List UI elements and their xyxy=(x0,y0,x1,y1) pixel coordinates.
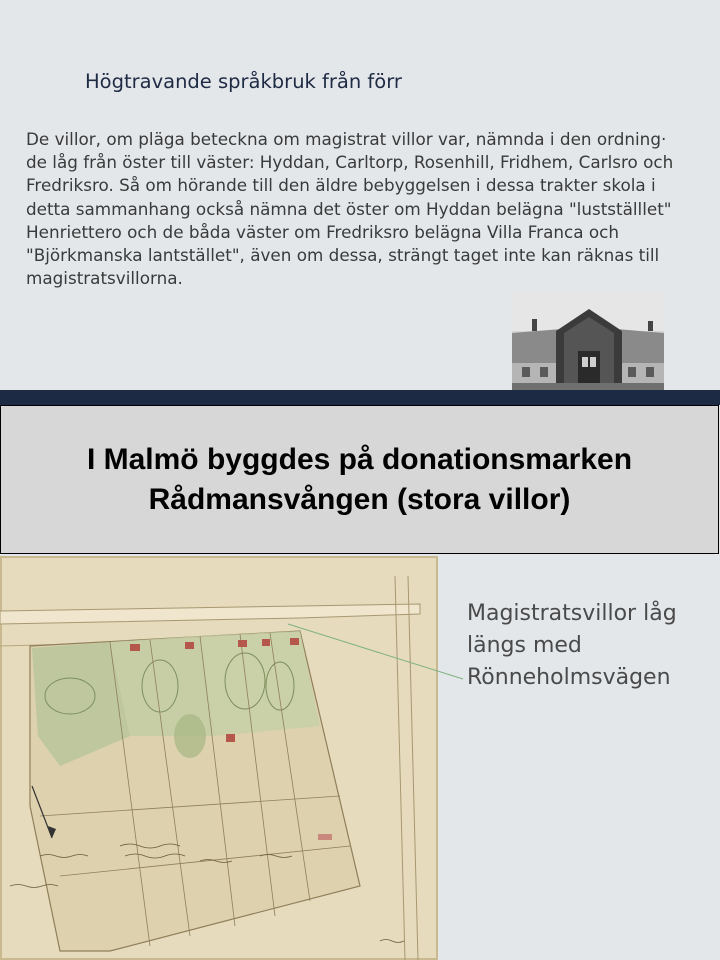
body-line: Henriettero och de båda väster om Fredriksro belägna Villa Franca och xyxy=(26,221,619,242)
body-line: detta sammanhang också nämna det öster om Hyddan belägna "lustställlet" xyxy=(26,198,672,219)
caption-line: Rönneholmsvägen xyxy=(467,665,671,690)
title-line: Rådmansvången (stora villor) xyxy=(148,482,571,516)
body-line: De villor, om pläga beteckna om magistrat villor var, nämnda i den ordning· xyxy=(26,129,667,149)
caption-line: längs med xyxy=(467,633,582,658)
map-caption xyxy=(467,598,707,694)
body-line: Fredriksro. Så om hörande till den äldre bebyggelsen i dessa trakter skola i xyxy=(26,175,656,196)
slide-subtitle: Högtravande språkbruk från förr xyxy=(85,70,402,93)
caption-line: Magistratsvillor låg xyxy=(467,601,677,626)
body-line: magistratsvillorna. xyxy=(26,268,183,289)
body-line: "Björkmanska lantstället", även om dessa, strängt taget inte kan räknas till xyxy=(26,245,660,266)
body-line: de låg från öster till väster: Hyddan, Carltorp, Rosenhill, Fridhem, Carlsro och xyxy=(26,152,674,173)
title-box xyxy=(0,405,719,554)
slide-title xyxy=(87,440,632,520)
divider-band xyxy=(0,390,720,405)
title-line: I Malmö byggdes på donationsmarken xyxy=(86,442,633,476)
villa-photo xyxy=(512,291,664,394)
historic-map xyxy=(0,556,438,960)
body-paragraph xyxy=(26,128,701,290)
